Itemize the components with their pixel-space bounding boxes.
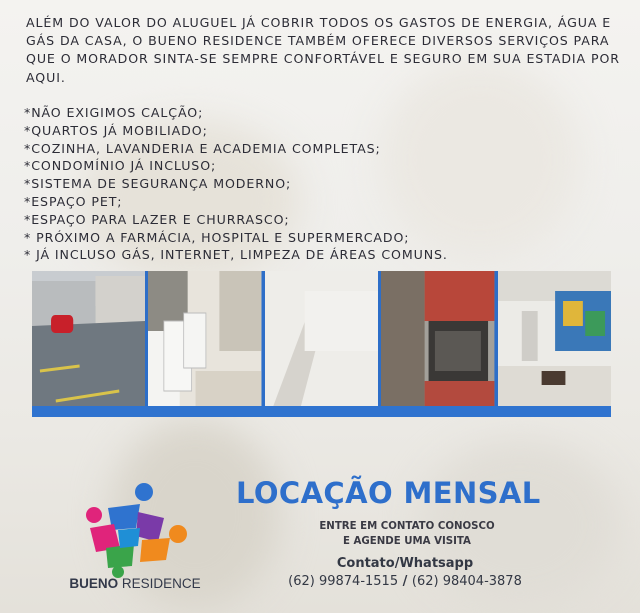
blue-accent-bar [32, 406, 611, 417]
phone-separator: / [398, 574, 412, 589]
feature-item: *COZINHA, LAVANDERIA E ACADEMIA COMPLETAS; [24, 140, 381, 156]
feature-item: *ESPAÇO PARA LAZER E CHURRASCO; [24, 211, 290, 227]
contact-label: Contato/Whatsapp [336, 556, 474, 571]
brand-name-rest: RESIDENCE [118, 576, 201, 591]
feature-item: * JÁ INCLUSO GÁS, INTERNET, LIMPEZA DE ÁREAS COMUNS. [24, 247, 448, 263]
feature-item: *NÃO EXIGIMOS CALÇÃO; [24, 105, 204, 120]
brand-name [60, 576, 210, 591]
cta-line: E AGENDE UMA VISITA [343, 536, 471, 547]
cta-line: ENTRE EM CONTATO CONOSCO [319, 521, 495, 532]
feature-item: *ESPAÇO PET; [24, 193, 123, 209]
photo-strip [32, 271, 611, 407]
headline: LOCAÇÃO MENSAL [236, 476, 541, 510]
stairs-photo [265, 271, 378, 407]
feature-item: *SISTEMA DE SEGURANÇA MODERNO; [24, 176, 292, 192]
feature-list [24, 104, 624, 264]
feature-item: * PRÓXIMO A FARMÁCIA, HOSPITAL E SUPERMERCADO; [24, 229, 410, 245]
call-to-action [292, 519, 522, 549]
feature-item: *QUARTOS JÁ MOBILIADO; [24, 122, 208, 138]
feature-item: *CONDOMÍNIO JÁ INCLUSO; [24, 158, 217, 174]
parking-photo [32, 271, 145, 407]
bueno-residence-logo [78, 478, 188, 578]
phone-number[interactable]: (62) 98404-3878 [411, 574, 522, 589]
hallway-photo [498, 271, 611, 407]
laundry-photo [148, 271, 261, 407]
brand-name-bold: BUENO [69, 576, 119, 591]
phone-number[interactable]: (62) 99874-1515 [288, 574, 399, 589]
intro-paragraph: ALÉM DO VALOR DO ALUGUEL JÁ COBRIR TODOS OS GASTOS DE ENERGIA, ÁGUA E GÁS DA CASA, O BUENO RESIDENCE TAMBÉM OFERECE DIVERSOS SERVIÇOS PARA QUE O MORADOR SINTA-SE SEMPRE CONFORTÁVEL E SEGURO EM SUA ESTADIA POR AQUI. [26, 15, 620, 85]
phone-numbers [285, 574, 525, 589]
barbecue-photo [381, 271, 494, 407]
